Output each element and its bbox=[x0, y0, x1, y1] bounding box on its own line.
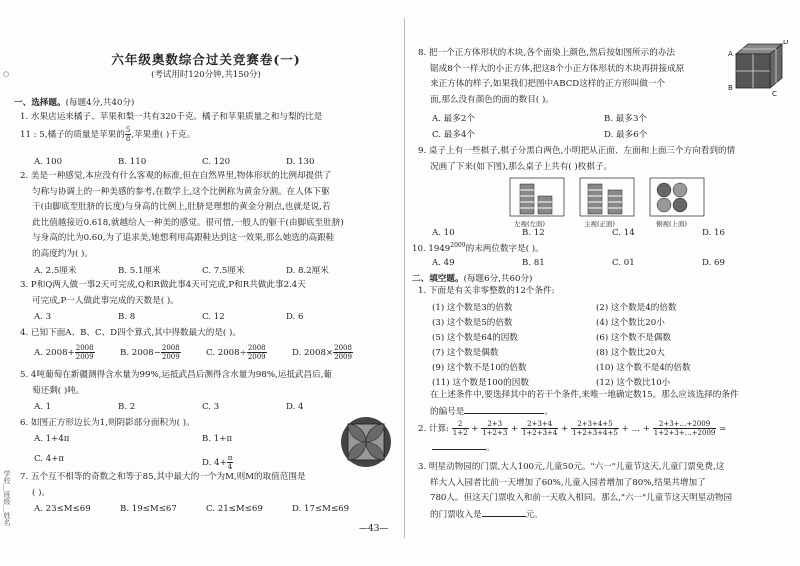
q4-c-den: 2009 bbox=[247, 353, 266, 361]
q4-c-pre: C. 2008÷ bbox=[206, 348, 247, 358]
q1-line2b: ,苹果重( )千克。 bbox=[131, 129, 196, 140]
q6-options-row2 bbox=[34, 454, 282, 471]
q4-b-den: 2009 bbox=[161, 353, 180, 361]
f1-cond-6: (6) 这个数不是偶数 bbox=[596, 333, 672, 343]
q7-option-b[interactable]: B. 19≤M≤67 bbox=[120, 504, 177, 514]
q10-option-b[interactable]: B. 81 bbox=[522, 258, 545, 268]
q4-options bbox=[34, 344, 378, 361]
q8-label-a: A bbox=[728, 50, 733, 58]
f1-cond-1: (1) 这个数是3的倍数 bbox=[432, 303, 513, 313]
f1-tail-line2: 的编号是 。 bbox=[430, 404, 739, 421]
student-info-mark: 学校__班级__姓名 bbox=[3, 470, 11, 526]
q2-option-b[interactable]: B. 5.1厘米 bbox=[118, 266, 161, 276]
f1-cond-7: (7) 这个数是偶数 bbox=[432, 348, 499, 358]
q1-line2 bbox=[20, 126, 322, 144]
binding-mark: ○ bbox=[2, 70, 10, 78]
q5-option-c[interactable]: C. 3 bbox=[202, 402, 220, 412]
q10-base: 10. 1949 bbox=[412, 243, 451, 254]
q1-option-b[interactable]: B. 110 bbox=[118, 157, 147, 167]
f3-answer-blank[interactable] bbox=[482, 507, 526, 517]
q2-options bbox=[34, 264, 370, 276]
q9-option-d[interactable]: D. 16 bbox=[702, 228, 725, 238]
page-title: 六年级奥数综合过关竞赛卷(一) bbox=[111, 52, 301, 67]
q4-option-c[interactable] bbox=[206, 344, 292, 361]
f1-cond-10: (10) 这个数不是4的倍数 bbox=[596, 363, 691, 373]
f2-term-3 bbox=[521, 420, 558, 437]
q9-option-b[interactable]: B. 12 bbox=[522, 228, 545, 238]
q6-d-den: 4 bbox=[227, 463, 233, 471]
q2-line3: 干(由脚底至肚脐的长度)与身高的比例上,肚脐是理想的黄金分割点,也就是说,若 bbox=[32, 202, 331, 212]
question-1 bbox=[20, 110, 322, 143]
q4-b-pre: B. 2008− bbox=[120, 348, 161, 358]
q4-c-num: 2008 bbox=[247, 344, 266, 352]
q7-option-c[interactable]: C. 21≤M≤69 bbox=[206, 504, 263, 514]
f2-t2-den: 1+2+3 bbox=[482, 429, 508, 437]
q1-line2a: 11 : 5,橘子的质量是苹果的 bbox=[20, 129, 125, 140]
q8-line2: 锯成8个一样大的小正方体,把这8个小正方体形状的木块再拼接成原 bbox=[430, 63, 685, 74]
q9-caption-left: 左视(左面) bbox=[514, 220, 546, 228]
q6-option-a[interactable]: A. 1+4π bbox=[34, 434, 70, 444]
q4-a-frac bbox=[75, 344, 95, 361]
q9-line2: 况画了下来(如下图),那么桌子上共有( )枚棋子。 bbox=[430, 161, 613, 172]
q9-front-view bbox=[580, 178, 634, 228]
f2-answer-line: 。 bbox=[432, 440, 495, 457]
q4-a-num: 2008 bbox=[75, 344, 94, 352]
fill-1-tail bbox=[430, 388, 739, 420]
q2-line2: 匀称与协调上的一种美感的参考,在数学上,这个比例称为黄金分割。在人体下躯 bbox=[32, 186, 330, 197]
q3-option-a[interactable]: A. 3 bbox=[34, 312, 52, 322]
q4-a-den: 2009 bbox=[75, 353, 94, 361]
q8-label-d: D bbox=[783, 40, 788, 46]
section-choice-label: 一、选择题。 bbox=[14, 98, 66, 108]
f1-cond-4: (4) 这个数比20小 bbox=[596, 318, 665, 328]
f2-t3-num: 2+3+4 bbox=[521, 420, 558, 429]
q8-label-b: B bbox=[728, 84, 733, 92]
q8-option-a[interactable]: A. 最多2个 bbox=[432, 114, 475, 124]
q6-d-frac bbox=[227, 454, 234, 471]
q10-exponent: 2009 bbox=[450, 242, 466, 249]
q2-line4: 此比值越接近0.618,就越给人一种美的感觉。很可惜,一般人的躯干(由脚底至肚脐) bbox=[32, 217, 344, 228]
q7-line2: ( )。 bbox=[32, 487, 51, 498]
question-2 bbox=[20, 169, 344, 262]
question-9 bbox=[418, 144, 735, 175]
q10-option-a[interactable]: A. 49 bbox=[432, 258, 455, 268]
q2-option-d[interactable]: D. 8.2厘米 bbox=[286, 266, 329, 276]
question-3 bbox=[20, 278, 306, 309]
q1-options bbox=[34, 157, 370, 167]
q4-option-a[interactable] bbox=[34, 344, 120, 361]
q6-d-pre: D. 4+ bbox=[202, 458, 227, 468]
question-10 bbox=[412, 238, 544, 257]
q1-option-c[interactable]: C. 120 bbox=[202, 157, 231, 167]
f2-t1-num: 2 bbox=[452, 420, 469, 429]
fill-2: 2. 计算: $\frac{2}{1+2}$ + $\frac{2+3}{1+2+3}$ + $\frac{2+3+4}{1+2+3+4}$ + $\frac{2+3+4+5}{1+2+3+4+5}$ + … + $\frac{2+3+\dots+2009}{1+2+3+\dots+2009}$ = bbox=[418, 420, 727, 437]
f1-cond-5: (5) 这个数是64的因数 bbox=[432, 333, 518, 343]
q6-circle-square-figure bbox=[340, 416, 392, 468]
q1-option-a[interactable]: A. 100 bbox=[34, 157, 63, 167]
section-choice-note: (每题4分,共40分) bbox=[65, 98, 135, 108]
f2-t1-den: 1+2 bbox=[452, 429, 468, 437]
q8-label-c: C bbox=[772, 90, 777, 98]
q5-option-a[interactable]: A. 1 bbox=[34, 402, 52, 412]
f3-line4-text: 的门票收入是 bbox=[430, 509, 482, 520]
q9-line1: 9. 桌子上有一些棋子,棋子分黑白两色,小明把从正面、左面和上面三个方向看到的情 bbox=[418, 146, 736, 156]
fill-1-intro: 1. 下面是有关非零整数的12个条件: bbox=[418, 286, 555, 296]
q6-options-row1 bbox=[34, 434, 282, 444]
section-fill-label: 二、填空题。 bbox=[412, 274, 464, 284]
f1-cond-8: (8) 这个数比20大 bbox=[596, 348, 665, 358]
q8-option-b[interactable]: B. 最多3个 bbox=[604, 114, 648, 124]
q3-option-c[interactable]: C. 12 bbox=[202, 312, 225, 322]
f2-t5-num: 2+3+…+2009 bbox=[653, 420, 717, 429]
section-fill-heading bbox=[412, 272, 532, 284]
q8-cube-figure bbox=[726, 40, 788, 102]
f2-equals: = bbox=[719, 424, 727, 434]
question-8 bbox=[418, 46, 728, 108]
q4-c-frac bbox=[247, 344, 267, 361]
column-divider bbox=[404, 18, 405, 538]
f2-term-last bbox=[653, 420, 717, 437]
q6-d-num: π bbox=[227, 454, 233, 462]
f2-t4-num: 2+3+4+5 bbox=[571, 420, 619, 429]
q5-line2: 萄还剩( )吨。 bbox=[32, 385, 85, 396]
q4-a-pre: A. 2008+ bbox=[34, 348, 75, 358]
f2-t3-den: 1+2+3+4 bbox=[521, 429, 558, 437]
q3-line1: 3. P和Q两人做一事2天可完成,Q和R做此事4天可完成,P和R共做此事2.4天 bbox=[20, 280, 306, 290]
q3-options bbox=[34, 312, 370, 322]
f3-line3: 780人。但这天门票收入和前一天收入相同。那么,"六一"儿童节这天明星动物园 bbox=[430, 493, 733, 503]
f1-cond-12: (12) 这个数比10小 bbox=[596, 378, 671, 388]
q2-line5: 与身高的比为0.60,为了追求美,她想利用高跟鞋达到这一效果,那么她选的高跟鞋 bbox=[32, 233, 335, 243]
q8-line1: 8. 把一个正方体形状的木块,各个面染上颜色,然后按如图所示的办法 bbox=[418, 48, 676, 58]
q9-caption-top: 俯视(上面) bbox=[656, 220, 688, 228]
page-number: —43— bbox=[359, 524, 389, 534]
q1-option-d[interactable]: D. 130 bbox=[286, 157, 315, 167]
q8-line3: 来正方体的样子,如果我们把图中ABCD这样的正方形叫做一个 bbox=[430, 79, 666, 89]
q5-line1: 5. 4吨葡萄在新疆测得含水量为99%,运抵武昌后测得含水量为98%,运抵武昌后,葡 bbox=[20, 370, 333, 380]
q7-options bbox=[34, 504, 378, 514]
q4-d-pre: D. 2008× bbox=[292, 348, 334, 358]
q2-option-a[interactable]: A. 2.5厘米 bbox=[34, 266, 77, 276]
q10-rest: 的末两位数字是( )。 bbox=[465, 243, 544, 254]
q6-option-c[interactable]: C. 4+π bbox=[34, 454, 65, 464]
q1-line1: 1. 水果店运来橘子、苹果和梨一共有320千克。橘子和苹果质量之和与梨的比是 bbox=[20, 112, 323, 122]
q7-option-d[interactable]: D. 17≤M≤69 bbox=[292, 504, 350, 514]
f2-t5-den: 1+2+3+…+2009 bbox=[653, 429, 716, 437]
q3-option-b[interactable]: B. 8 bbox=[118, 312, 136, 322]
q9-options bbox=[432, 228, 772, 238]
fill-3 bbox=[418, 460, 790, 523]
q4-d-den: 2009 bbox=[334, 353, 352, 361]
q4-b-num: 2008 bbox=[161, 344, 180, 352]
q4-option-d[interactable] bbox=[292, 344, 378, 361]
f1-cond-2: (2) 这个数是4的倍数 bbox=[596, 303, 677, 313]
f3-line2: 样大人入园者比前一天增加了60%,儿童入园者增加了80%,结果共增加了 bbox=[430, 477, 706, 488]
f1-tail-line1: 在上述条件中,要选择其中的若干个条件,来唯一地确定数15。那么应该选择的条件 bbox=[430, 390, 739, 400]
f2-prefix: 2. 计算: bbox=[418, 424, 450, 434]
f2-t2-num: 2+3 bbox=[481, 420, 508, 429]
q4-option-b[interactable] bbox=[120, 344, 206, 361]
f1-cond-9: (9) 这个数不是10的倍数 bbox=[432, 363, 527, 373]
f2-t4-den: 1+2+3+4+5 bbox=[572, 429, 618, 437]
q5-option-d[interactable]: D. 4 bbox=[286, 402, 304, 412]
q9-option-a[interactable]: A. 10 bbox=[432, 228, 455, 238]
q2-option-c[interactable]: C. 7.5厘米 bbox=[202, 266, 245, 276]
f2-term-4 bbox=[571, 420, 619, 437]
q2-line6: 的高度约为( )。 bbox=[32, 248, 93, 259]
q8-option-d[interactable]: D. 最多6个 bbox=[604, 130, 648, 140]
section-fill-note: (每题6分,共60分) bbox=[463, 274, 533, 284]
q1-frac-num: 5 bbox=[125, 125, 131, 134]
question-5 bbox=[20, 368, 332, 399]
f2-term-1 bbox=[452, 420, 469, 437]
q2-line1: 2. 美是一种感觉,本应没有什么客观的标准,但在自然界里,物体形状的比例却提供了 bbox=[20, 171, 332, 181]
q8-option-c[interactable]: C. 最多4个 bbox=[432, 130, 475, 140]
q6-option-b[interactable]: B. 1+π bbox=[202, 434, 233, 444]
f1-cond-11: (11) 这个数是100的因数 bbox=[432, 378, 529, 388]
q9-top-view bbox=[650, 178, 704, 228]
f1-answer-blank[interactable] bbox=[464, 404, 544, 414]
f2-answer-blank[interactable] bbox=[432, 440, 486, 450]
q5-options bbox=[34, 402, 370, 412]
q8-options-row2 bbox=[432, 128, 724, 140]
q6-line1: 6. 如图正方形边长为1,则阴影部分面积为( )。 bbox=[20, 418, 195, 428]
question-6 bbox=[20, 416, 195, 432]
q4-d-frac bbox=[333, 344, 353, 361]
q7-option-a[interactable]: A. 23≤M≤69 bbox=[34, 504, 91, 514]
question-7 bbox=[20, 470, 306, 501]
q4-d-num: 2008 bbox=[334, 344, 352, 352]
section-choice-heading bbox=[14, 96, 134, 108]
q8-options-row1 bbox=[432, 112, 724, 124]
q7-line1: 7. 五个互不相等的奇数之和等于85,其中最大的一个为M,则M的取值范围是 bbox=[20, 472, 306, 482]
f2-dots: + … + bbox=[621, 424, 650, 434]
q10-option-d[interactable]: D. 69 bbox=[702, 258, 725, 268]
q10-options bbox=[432, 258, 772, 268]
f2-term-2 bbox=[481, 420, 508, 437]
q9-left-view bbox=[510, 178, 564, 228]
q4-b-frac bbox=[161, 344, 181, 361]
q8-line4: 面,那么没有颜色的面的数目( )。 bbox=[430, 94, 554, 105]
q10-option-c[interactable]: C. 01 bbox=[612, 258, 635, 268]
f1-cond-3: (3) 这个数是5的倍数 bbox=[432, 318, 513, 328]
f3-line1: 3. 明星动物园的门票,大人100元,儿童50元。"六一"儿童节这天,儿童门票免费,这 bbox=[418, 462, 725, 472]
q3-line2: 可完成,P一人做此事完成的天数是( )。 bbox=[32, 295, 179, 306]
f1-tail2-text: 的编号是 bbox=[430, 406, 465, 417]
f3-line4 bbox=[418, 507, 790, 524]
q5-option-b[interactable]: B. 2 bbox=[118, 402, 136, 412]
f3-unit: 元。 bbox=[525, 509, 543, 520]
question-4 bbox=[20, 326, 241, 342]
q9-option-c[interactable]: C. 14 bbox=[612, 228, 635, 238]
q9-caption-front: 主视(正面) bbox=[584, 220, 616, 228]
q1-frac-den: 8 bbox=[125, 134, 131, 143]
q6-option-d[interactable] bbox=[202, 454, 282, 471]
page-subtitle: (考试用时120分钟,共150分) bbox=[151, 70, 261, 80]
q9-view-figures bbox=[508, 176, 708, 228]
q3-option-d[interactable]: D. 6 bbox=[286, 312, 304, 322]
q4-line1: 4. 已知下面A、B、C、D四个算式,其中得数最大的是( )。 bbox=[20, 328, 241, 338]
